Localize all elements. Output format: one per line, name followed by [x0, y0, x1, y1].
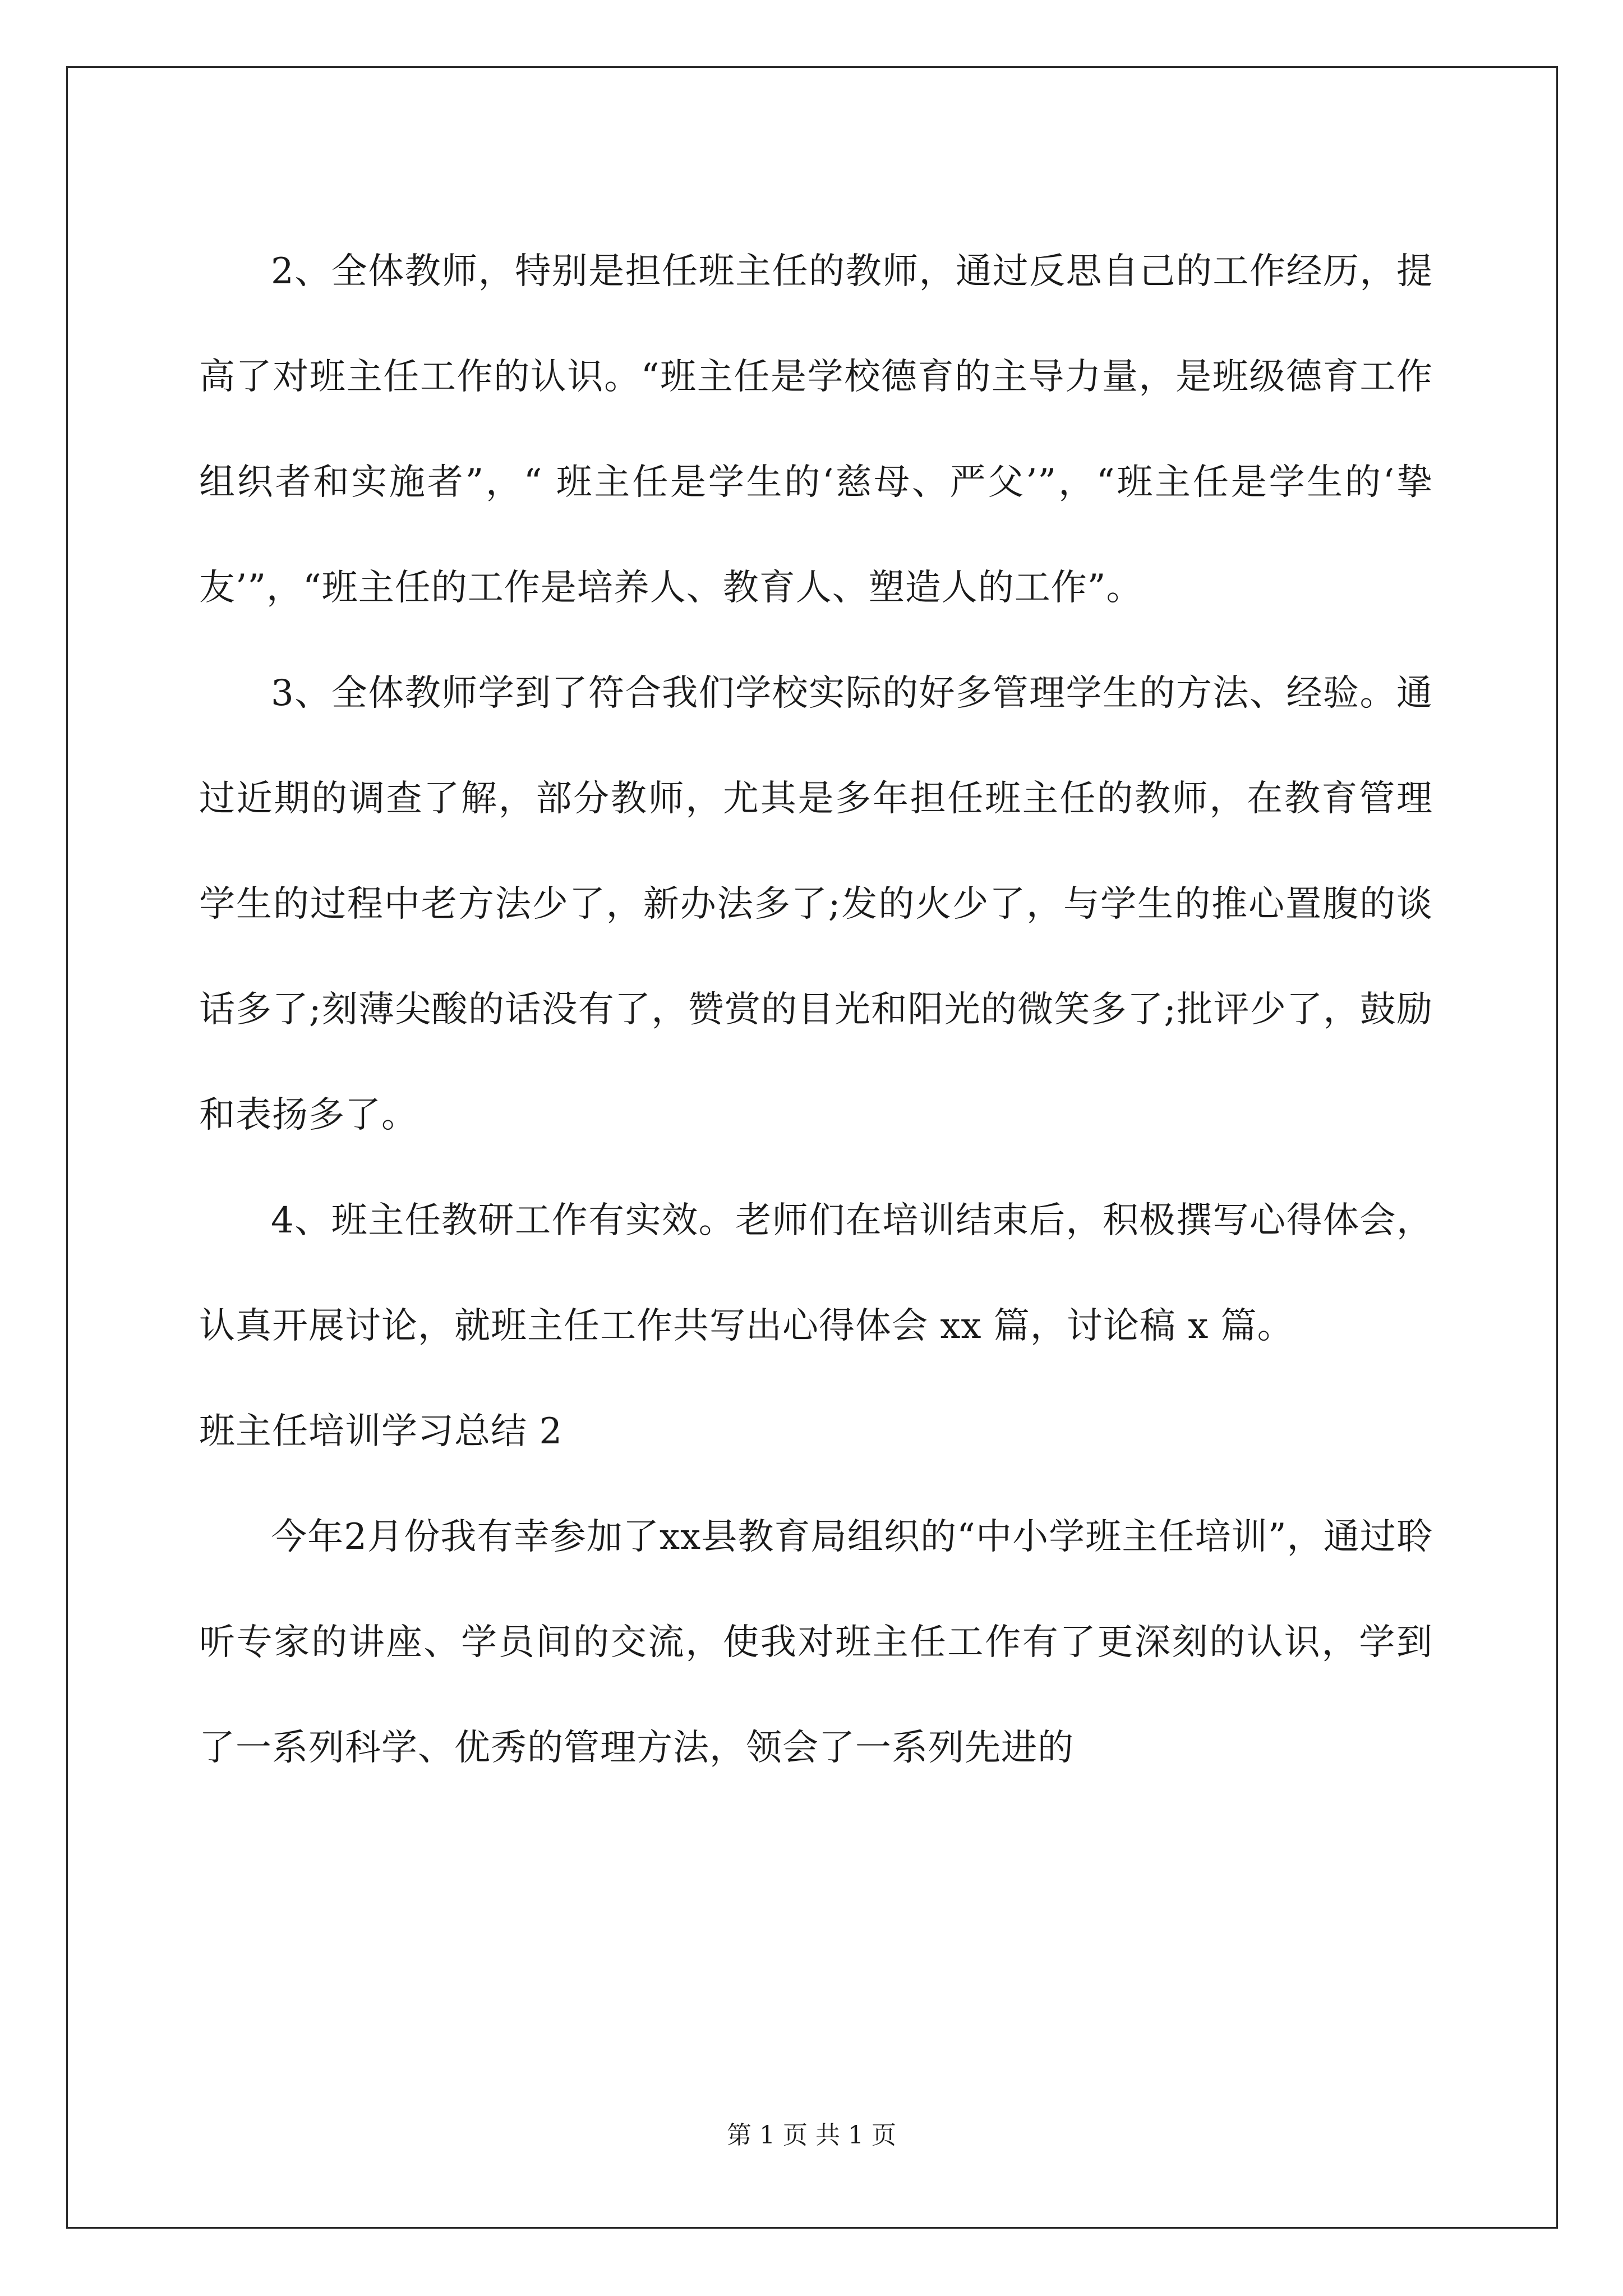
- paragraph-3: 3、全体教师学到了符合我们学校实际的好多管理学生的方法、经验。通过近期的调查了解，部分教师，尤其是多年担任班主任的教师，在教育管理学生的过程中老方法少了，新办法多了;发的火少了，与学生的推心置腹的谈话多了;刻薄尖酸的话没有了，赞赏的目光和阳光的微笑多了;批评少了，鼓励和表扬多了。: [199, 673, 1433, 1136]
- paragraph-4: 4、班主任教研工作有实效。老师们在培训结束后，积极撰写心得体会，认真开展讨论，就班主任工作共写出心得体会 xx 篇，讨论稿 x 篇。: [199, 1200, 1433, 1347]
- page-footer: 第 1 页 共 1 页: [727, 2121, 896, 2150]
- section-title: 班主任培训学习总结 2: [199, 1411, 563, 1452]
- paragraph-2: 2、全体教师，特别是担任班主任的教师，通过反思自己的工作经历，提高了对班主任工作的认识。“班主任是学校德育的主导力量，是班级德育工作组织者和实施者”，“ 班主任是学生的‘慈母、严父’”，“班主任是学生的‘挚友’”，“班主任的工作是培养人、教育人、塑造人的工作”。: [199, 251, 1433, 609]
- document-body: [199, 219, 1433, 1801]
- section-paragraph-1: 今年2月份我有幸参加了xx县教育局组织的“中小学班主任培训”，通过聆听专家的讲座、学员间的交流，使我对班主任工作有了更深刻的认识，学到了一系列科学、优秀的管理方法，领会了一系列先进的: [199, 1516, 1433, 1769]
